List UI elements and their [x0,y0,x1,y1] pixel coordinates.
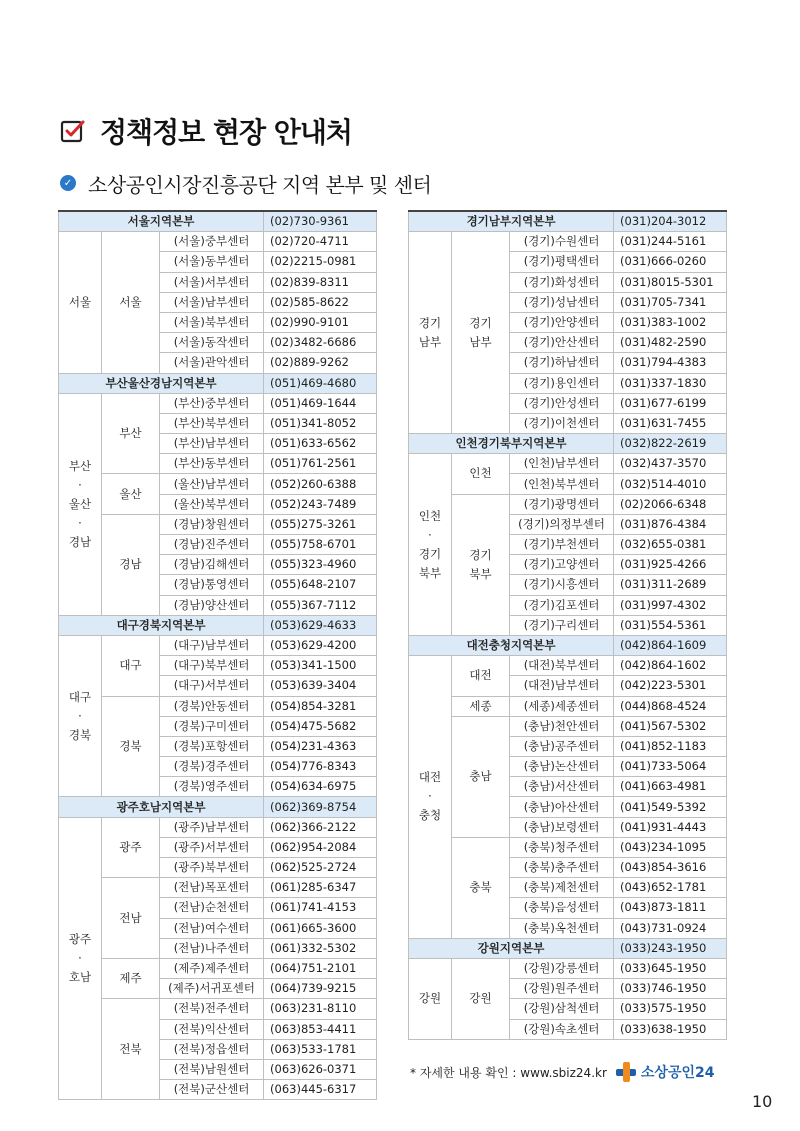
center-name: (전북)익산센터 [160,1019,264,1039]
center-phone: (054)231-4363 [264,736,377,756]
center-phone: (033)638-1950 [614,1019,727,1039]
center-phone: (062)525-2724 [264,858,377,878]
center-phone: (031)8015-5301 [614,272,727,292]
center-phone: (042)864-1602 [614,656,727,676]
center-phone: (061)741-4153 [264,898,377,918]
center-phone: (052)260-6388 [264,474,377,494]
table-row [409,958,727,978]
center-phone: (044)868-4524 [614,696,727,716]
subregion-name: 제주 [102,958,160,998]
center-name: (경기)성남센터 [510,292,614,312]
center-name: (경남)양산센터 [160,595,264,615]
table-row [59,999,377,1019]
page-title: 정책정보 현장 안내처 [100,116,352,149]
hq-phone: (062)369-8754 [264,797,377,817]
section-subtitle [60,166,431,200]
table-row [59,696,377,716]
center-name: (충북)제천센터 [510,878,614,898]
center-name: (경남)진주센터 [160,535,264,555]
center-name: (서울)동작센터 [160,333,264,353]
center-name: (경기)안성센터 [510,393,614,413]
center-phone: (031)554-5361 [614,615,727,635]
center-name: (경기)광명센터 [510,494,614,514]
subregion-name: 부산 [102,393,160,474]
center-phone: (032)514-4010 [614,474,727,494]
table-row [59,232,377,252]
center-phone: (031)631-7455 [614,413,727,433]
center-name: (전북)군산센터 [160,1080,264,1100]
center-phone: (02)889-9262 [264,353,377,373]
center-name: (광주)서부센터 [160,837,264,857]
subregion-name: 울산 [102,474,160,514]
center-name: (경기)안산센터 [510,333,614,353]
center-phone: (043)873-1811 [614,898,727,918]
center-phone: (02)990-9101 [264,312,377,332]
brand-name: 소상공인24 [640,1065,715,1081]
subregion-name: 세종 [452,696,510,716]
subregion-name: 충북 [452,837,510,938]
hq-name: 강원지역본부 [409,938,614,958]
center-name: (경기)부천센터 [510,535,614,555]
center-name: (충북)충주센터 [510,858,614,878]
table-row [409,656,727,676]
hq-header-row [59,615,377,635]
center-name: (충북)음성센터 [510,898,614,918]
center-name: (경기)의정부센터 [510,514,614,534]
center-phone: (054)776-8343 [264,757,377,777]
region-name: 서울 [59,232,102,373]
center-phone: (051)761-2561 [264,454,377,474]
right-directory-table [408,210,727,1040]
center-name: (대전)남부센터 [510,676,614,696]
center-name: (경기)화성센터 [510,272,614,292]
center-name: (부산)동부센터 [160,454,264,474]
hq-header-row [59,797,377,817]
subregion-name: 대전 [452,656,510,696]
center-name: (전북)전주센터 [160,999,264,1019]
center-phone: (02)839-8311 [264,272,377,292]
center-phone: (031)876-4384 [614,514,727,534]
hq-phone: (032)822-2619 [614,434,727,454]
subregion-name: 경남 [102,514,160,615]
center-phone: (032)437-3570 [614,454,727,474]
center-phone: (041)931-4443 [614,817,727,837]
center-name: (경기)평택센터 [510,252,614,272]
center-phone: (032)655-0381 [614,535,727,555]
plus-logo-icon [615,1061,637,1083]
table-row [59,393,377,413]
center-phone: (055)323-4960 [264,555,377,575]
center-name: (충북)청주센터 [510,837,614,857]
center-phone: (041)733-5064 [614,757,727,777]
center-phone: (063)626-0371 [264,1059,377,1079]
center-name: (서울)남부센터 [160,292,264,312]
center-name: (경기)수원센터 [510,232,614,252]
center-name: (광주)남부센터 [160,817,264,837]
region-name: 대전 · 충청 [409,656,452,939]
center-phone: (054)854-3281 [264,696,377,716]
center-name: (충북)옥천센터 [510,918,614,938]
center-phone: (061)332-5302 [264,938,377,958]
hq-name: 서울지역본부 [59,211,264,232]
table-row [409,454,727,474]
hq-phone: (033)243-1950 [614,938,727,958]
center-name: (인천)북부센터 [510,474,614,494]
region-name: 대구 · 경북 [59,635,102,797]
hq-name: 인천경기북부지역본부 [409,434,614,454]
region-name: 인천 · 경기 북부 [409,454,452,636]
center-phone: (031)244-5161 [614,232,727,252]
center-phone: (061)285-6347 [264,878,377,898]
center-phone: (041)663-4981 [614,777,727,797]
center-phone: (033)575-1950 [614,999,727,1019]
center-phone: (063)853-4411 [264,1019,377,1039]
center-name: (대구)북부센터 [160,656,264,676]
check-bullet-icon: ✓ [60,175,76,191]
center-name: (강원)원주센터 [510,979,614,999]
center-phone: (02)3482-6686 [264,333,377,353]
center-name: (경남)김해센터 [160,555,264,575]
center-phone: (063)533-1781 [264,1039,377,1059]
table-row [409,837,727,857]
center-name: (전북)정읍센터 [160,1039,264,1059]
center-name: (서울)북부센터 [160,312,264,332]
subregion-name: 충남 [452,716,510,837]
center-name: (대구)서부센터 [160,676,264,696]
center-name: (경기)구리센터 [510,615,614,635]
center-name: (광주)북부센터 [160,858,264,878]
center-phone: (031)997-4302 [614,595,727,615]
subregion-name: 강원 [452,958,510,1039]
center-phone: (062)366-2122 [264,817,377,837]
center-name: (부산)북부센터 [160,413,264,433]
center-name: (대구)남부센터 [160,635,264,655]
center-name: (전남)순천센터 [160,898,264,918]
region-name: 광주 · 호남 [59,817,102,1100]
subregion-name: 경기 남부 [452,232,510,434]
center-name: (서울)서부센터 [160,272,264,292]
subregion-name: 경북 [102,696,160,797]
table-row [409,716,727,736]
center-phone: (054)475-5682 [264,716,377,736]
center-phone: (064)739-9215 [264,979,377,999]
center-name: (경북)구미센터 [160,716,264,736]
center-name: (서울)관악센터 [160,353,264,373]
hq-header-row [409,635,727,655]
center-name: (제주)서귀포센터 [160,979,264,999]
center-name: (전북)남원센터 [160,1059,264,1079]
center-phone: (02)720-4711 [264,232,377,252]
center-name: (경기)김포센터 [510,595,614,615]
center-name: (경기)용인센터 [510,373,614,393]
center-phone: (055)367-7112 [264,595,377,615]
center-name: (대전)북부센터 [510,656,614,676]
table-row [59,514,377,534]
brand-logo [615,1061,715,1083]
subregion-name: 경기 북부 [452,494,510,635]
center-phone: (041)567-5302 [614,716,727,736]
footnote-text: * 자세한 내용 확인 : www.sbiz24.kr [410,1065,607,1080]
center-phone: (055)648-2107 [264,575,377,595]
subregion-name: 인천 [452,454,510,494]
center-name: (경남)통영센터 [160,575,264,595]
center-phone: (053)341-1500 [264,656,377,676]
region-name: 강원 [409,958,452,1039]
center-name: (충남)천안센터 [510,716,614,736]
hq-header-row [409,434,727,454]
table-row [59,878,377,898]
subregion-name: 대구 [102,635,160,696]
center-name: (서울)동부센터 [160,252,264,272]
center-phone: (052)243-7489 [264,494,377,514]
center-phone: (064)751-2101 [264,958,377,978]
hq-header-row [59,211,377,232]
center-name: (제주)제주센터 [160,958,264,978]
center-name: (울산)북부센터 [160,494,264,514]
hq-name: 광주호남지역본부 [59,797,264,817]
center-phone: (053)629-4200 [264,635,377,655]
center-name: (세종)세종센터 [510,696,614,716]
hq-name: 경기남부지역본부 [409,211,614,232]
left-directory-table [58,210,377,1100]
center-name: (전남)목포센터 [160,878,264,898]
center-phone: (051)469-1644 [264,393,377,413]
page-number: 10 [752,1092,773,1111]
center-name: (전남)나주센터 [160,938,264,958]
center-phone: (031)666-0260 [614,252,727,272]
hq-phone: (031)204-3012 [614,211,727,232]
hq-name: 대전충청지역본부 [409,635,614,655]
hq-header-row [409,938,727,958]
center-phone: (043)234-1095 [614,837,727,857]
center-phone: (042)223-5301 [614,676,727,696]
center-name: (부산)중부센터 [160,393,264,413]
center-name: (경기)안양센터 [510,312,614,332]
checkbox-icon [60,118,86,144]
center-phone: (063)231-8110 [264,999,377,1019]
center-name: (경남)창원센터 [160,514,264,534]
hq-phone: (02)730-9361 [264,211,377,232]
center-name: (충남)서산센터 [510,777,614,797]
hq-name: 대구경북지역본부 [59,615,264,635]
subtitle-text: 소상공인시장진흥공단 지역 본부 및 센터 [88,172,432,197]
center-phone: (055)275-3261 [264,514,377,534]
hq-phone: (051)469-4680 [264,373,377,393]
region-name: 경기 남부 [409,232,452,434]
hq-name: 부산울산경남지역본부 [59,373,264,393]
center-phone: (051)341-8052 [264,413,377,433]
table-row [59,635,377,655]
center-phone: (031)383-1002 [614,312,727,332]
center-name: (충남)보령센터 [510,817,614,837]
center-phone: (055)758-6701 [264,535,377,555]
center-name: (경기)이천센터 [510,413,614,433]
subregion-name: 전남 [102,878,160,959]
center-name: (경북)포항센터 [160,736,264,756]
page-title-block [60,106,352,156]
center-name: (인천)남부센터 [510,454,614,474]
center-phone: (043)652-1781 [614,878,727,898]
center-phone: (033)645-1950 [614,958,727,978]
subregion-name: 광주 [102,817,160,878]
center-name: (울산)남부센터 [160,474,264,494]
center-phone: (02)2215-0981 [264,252,377,272]
center-phone: (051)633-6562 [264,434,377,454]
region-name: 부산 · 울산 · 경남 [59,393,102,615]
center-phone: (053)639-3404 [264,676,377,696]
center-name: (경북)안동센터 [160,696,264,716]
center-name: (경북)영주센터 [160,777,264,797]
center-phone: (054)634-6975 [264,777,377,797]
center-name: (강원)속초센터 [510,1019,614,1039]
table-row [59,958,377,978]
center-phone: (031)337-1830 [614,373,727,393]
center-name: (충남)공주센터 [510,736,614,756]
table-row [59,817,377,837]
subregion-name: 서울 [102,232,160,373]
center-phone: (041)549-5392 [614,797,727,817]
center-phone: (033)746-1950 [614,979,727,999]
center-phone: (031)482-2590 [614,333,727,353]
center-phone: (031)705-7341 [614,292,727,312]
center-name: (충남)논산센터 [510,757,614,777]
center-phone: (031)794-4383 [614,353,727,373]
center-name: (경기)시흥센터 [510,575,614,595]
table-row [409,494,727,514]
subregion-name: 전북 [102,999,160,1100]
center-name: (강원)삼척센터 [510,999,614,1019]
center-phone: (061)665-3600 [264,918,377,938]
center-phone: (063)445-6317 [264,1080,377,1100]
center-phone: (02)2066-6348 [614,494,727,514]
center-phone: (02)585-8622 [264,292,377,312]
center-name: (경기)하남센터 [510,353,614,373]
hq-header-row [59,373,377,393]
center-name: (부산)남부센터 [160,434,264,454]
center-name: (경기)고양센터 [510,555,614,575]
center-phone: (031)925-4266 [614,555,727,575]
center-phone: (062)954-2084 [264,837,377,857]
hq-phone: (042)864-1609 [614,635,727,655]
footnote [410,1058,714,1086]
hq-header-row [409,211,727,232]
center-name: (강원)강릉센터 [510,958,614,978]
center-name: (충남)아산센터 [510,797,614,817]
center-name: (경북)경주센터 [160,757,264,777]
center-name: (서울)중부센터 [160,232,264,252]
table-row [59,474,377,494]
hq-phone: (053)629-4633 [264,615,377,635]
table-row [409,696,727,716]
center-phone: (041)852-1183 [614,736,727,756]
center-phone: (031)311-2689 [614,575,727,595]
center-name: (전남)여수센터 [160,918,264,938]
center-phone: (043)854-3616 [614,858,727,878]
table-row [409,232,727,252]
center-phone: (043)731-0924 [614,918,727,938]
center-phone: (031)677-6199 [614,393,727,413]
